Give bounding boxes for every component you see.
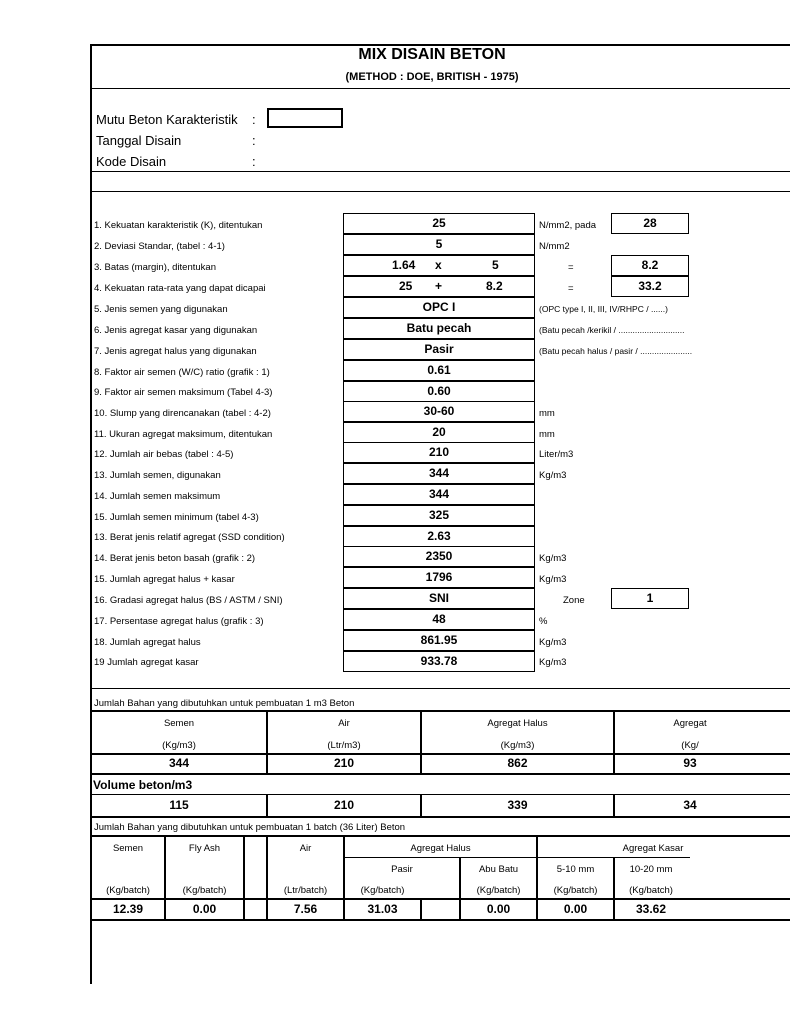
batch-subheader: Abu Batu	[478, 864, 519, 875]
kode-label: Kode Disain	[96, 154, 167, 169]
value-cell[interactable]: 2.63	[343, 526, 535, 547]
col-divider	[420, 899, 422, 919]
extra-cell[interactable]: 33.2	[611, 276, 689, 297]
batch-value: 0.00	[563, 902, 588, 916]
value-cell[interactable]	[343, 276, 535, 297]
group-divider	[343, 857, 690, 858]
value-cell[interactable]: 210	[343, 442, 535, 463]
volume-value: 210	[333, 798, 355, 812]
unit-label: Kg/m3	[539, 637, 567, 648]
value-b: 8.2	[486, 279, 503, 293]
batch-subheader: Pasir	[391, 864, 413, 875]
unit-label: Kg/m3	[539, 657, 567, 668]
batch-caption: Jumlah Bahan yang dibutuhkan untuk pembuatan 1 batch (36 Liter) Beton	[94, 822, 406, 833]
kode-colon: :	[252, 154, 256, 169]
batch-value: 12.39	[112, 902, 144, 916]
batch-unit: (Kg/batch)	[629, 885, 673, 896]
m3-col-unit: (Kg/m3)	[162, 740, 196, 751]
value-a: 1.64	[392, 258, 416, 272]
m3-col-header: Agregat Halus	[487, 718, 548, 729]
m3-col-unit: (Kg/m3)	[500, 740, 535, 751]
row-label: 2. Deviasi Standar, (tabel : 4-1)	[94, 241, 225, 252]
batch-value: 0.00	[192, 902, 217, 916]
batch-unit: (Kg/batch)	[106, 885, 150, 896]
batch-unit: (Ltr/batch)	[283, 885, 328, 896]
batch-unit: (Kg/batch)	[476, 885, 521, 896]
m3-col-unit: (Kg/	[681, 740, 699, 751]
value-cell[interactable]: 0.60	[343, 381, 535, 402]
batch-header: Semen	[112, 843, 144, 854]
value-b: 5	[492, 258, 499, 272]
batch-group-header: Agregat Kasar	[622, 843, 684, 854]
value-cell[interactable]: 20	[343, 422, 535, 443]
unit-label: (OPC type I, II, III, IV/RHPC / ......)	[539, 304, 668, 314]
table-top-border	[90, 710, 790, 712]
m3-col-header: Agregat	[673, 718, 707, 729]
row-label: 9. Faktor air semen maksimum (Tabel 4-3)	[94, 387, 273, 398]
m3-value: 344	[168, 756, 190, 770]
operator: x	[435, 258, 442, 272]
mutu-label: Mutu Beton Karakteristik	[96, 112, 238, 127]
equals-sign: =	[568, 283, 574, 294]
row-label: 14. Jumlah semen maksimum	[94, 491, 221, 502]
row-label: 15. Jumlah semen minimum (tabel 4-3)	[94, 512, 259, 523]
row-label: 13. Jumlah semen, digunakan	[94, 470, 221, 481]
batch-value: 0.00	[486, 902, 511, 916]
batch-header: Air	[299, 843, 312, 854]
row-label: 13. Berat jenis relatif agregat (SSD condition)	[94, 532, 285, 543]
batch-subheader: 10-20 mm	[629, 864, 673, 875]
row-label: 7. Jenis agregat halus yang digunakan	[94, 346, 257, 357]
row-label: 4. Kekuatan rata-rata yang dapat dicapai	[94, 283, 266, 294]
volume-value: 339	[507, 798, 528, 812]
m3-value: 210	[333, 756, 355, 770]
col-divider	[243, 836, 245, 919]
row-divider	[90, 898, 790, 900]
batch-unit: (Kg/batch)	[360, 885, 405, 896]
row-label: 11. Ukuran agregat maksimum, ditentukan	[94, 429, 273, 440]
divider	[90, 88, 790, 89]
value-cell[interactable]: OPC I	[343, 297, 535, 318]
m3-value: 862	[507, 756, 528, 770]
value-cell[interactable]	[343, 255, 535, 276]
divider	[90, 688, 790, 689]
batch-header: Fly Ash	[188, 843, 221, 854]
m3-col-unit: (Ltr/m3)	[327, 740, 361, 751]
row-label: 8. Faktor air semen (W/C) ratio (grafik : 1)	[94, 367, 270, 378]
unit-label: Kg/m3	[539, 574, 567, 585]
page-title: MIX DISAIN BETON	[358, 46, 506, 63]
volume-value: 115	[169, 798, 189, 812]
batch-value: 33.62	[635, 902, 667, 916]
batch-unit: (Kg/batch)	[553, 885, 598, 896]
divider	[90, 171, 790, 172]
unit-label: mm	[539, 408, 555, 419]
table-top-border	[90, 835, 790, 837]
m3-col-header: Semen	[163, 718, 195, 729]
value-a: 25	[399, 279, 413, 293]
unit-label: mm	[539, 429, 555, 440]
mutu-colon: :	[252, 112, 256, 127]
unit-label: N/mm2	[539, 241, 570, 252]
row-divider	[90, 794, 790, 795]
value-cell[interactable]: 344	[343, 484, 535, 505]
mutu-input[interactable]	[267, 108, 343, 128]
batch-subheader: 5-10 mm	[556, 864, 595, 875]
value-cell[interactable]: 5	[343, 234, 535, 255]
unit-label: Kg/m3	[539, 470, 567, 481]
row-label: 6. Jenis agregat kasar yang digunakan	[94, 325, 258, 336]
row-divider	[90, 753, 790, 755]
value-cell[interactable]: 2350	[343, 546, 535, 567]
unit-label: %	[539, 616, 548, 627]
m3-col-header: Air	[338, 718, 350, 729]
row-label: 5. Jenis semen yang digunakan	[94, 304, 228, 315]
tanggal-colon: :	[252, 133, 256, 148]
zone-cell[interactable]: 1	[611, 588, 689, 609]
row-label: 17. Persentase agregat halus (grafik : 3)	[94, 616, 264, 627]
value-cell[interactable]: Batu pecah	[343, 318, 535, 339]
value-cell[interactable]: 344	[343, 463, 535, 484]
value-cell[interactable]: 861.95	[343, 630, 535, 651]
row-divider	[90, 816, 790, 818]
row-label: 10. Slump yang direncanakan (tabel : 4-2)	[94, 408, 271, 419]
row-label: 19 Jumlah agregat kasar	[94, 657, 199, 668]
value-cell[interactable]: 25	[343, 213, 535, 234]
row-label: 16. Gradasi agregat halus (BS / ASTM / SNI)	[94, 595, 283, 606]
tanggal-label: Tanggal Disain	[96, 133, 182, 148]
unit-label: N/mm2, pada	[539, 220, 597, 231]
operator: +	[435, 279, 443, 293]
batch-group-header: Agregat Halus	[410, 843, 471, 854]
row-label: 1. Kekuatan karakteristik (K), ditentukan	[94, 220, 263, 231]
row-label: 3. Batas (margin), ditentukan	[94, 262, 216, 273]
value-cell[interactable]: SNI	[343, 588, 535, 609]
value-cell[interactable]: 325	[343, 505, 535, 526]
unit-label: (Batu pecah halus / pasir / ......................	[539, 346, 693, 356]
m3-caption: Jumlah Bahan yang dibutuhkan untuk pembuatan 1 m3 Beton	[94, 698, 355, 709]
row-divider	[90, 773, 790, 775]
batch-unit: (Kg/batch)	[182, 885, 227, 896]
page-subtitle: (METHOD : DOE, BRITISH - 1975)	[345, 71, 519, 83]
row-label: 15. Jumlah agregat halus + kasar	[94, 574, 235, 585]
unit-label: Liter/m3	[539, 449, 574, 460]
value-cell[interactable]: Pasir	[343, 339, 535, 360]
row-divider	[90, 919, 790, 921]
zone-label: Zone	[563, 595, 585, 606]
unit-label: Kg/m3	[539, 553, 567, 564]
value-cell[interactable]: 933.78	[343, 651, 535, 672]
divider	[90, 191, 790, 192]
row-label: 12. Jumlah air bebas (tabel : 4-5)	[94, 449, 234, 460]
batch-value: 31.03	[367, 902, 398, 916]
extra-cell[interactable]: 28	[611, 213, 689, 234]
row-label: 18. Jumlah agregat halus	[94, 637, 201, 648]
value-cell[interactable]: 48	[343, 609, 535, 630]
value-cell[interactable]: 30-60	[343, 401, 535, 422]
volume-value: 34	[683, 798, 697, 812]
equals-sign: =	[568, 262, 574, 273]
extra-cell[interactable]: 8.2	[611, 255, 689, 276]
value-cell[interactable]: 0.61	[343, 360, 535, 381]
row-label: 14. Berat jenis beton basah (grafik : 2)	[94, 553, 256, 564]
value-cell[interactable]: 1796	[343, 567, 535, 588]
m3-value: 93	[683, 756, 697, 770]
unit-label: (Batu pecah /kerikil / ............................	[539, 325, 685, 335]
volume-label: Volume beton/m3	[93, 778, 193, 792]
batch-value: 7.56	[293, 902, 318, 916]
